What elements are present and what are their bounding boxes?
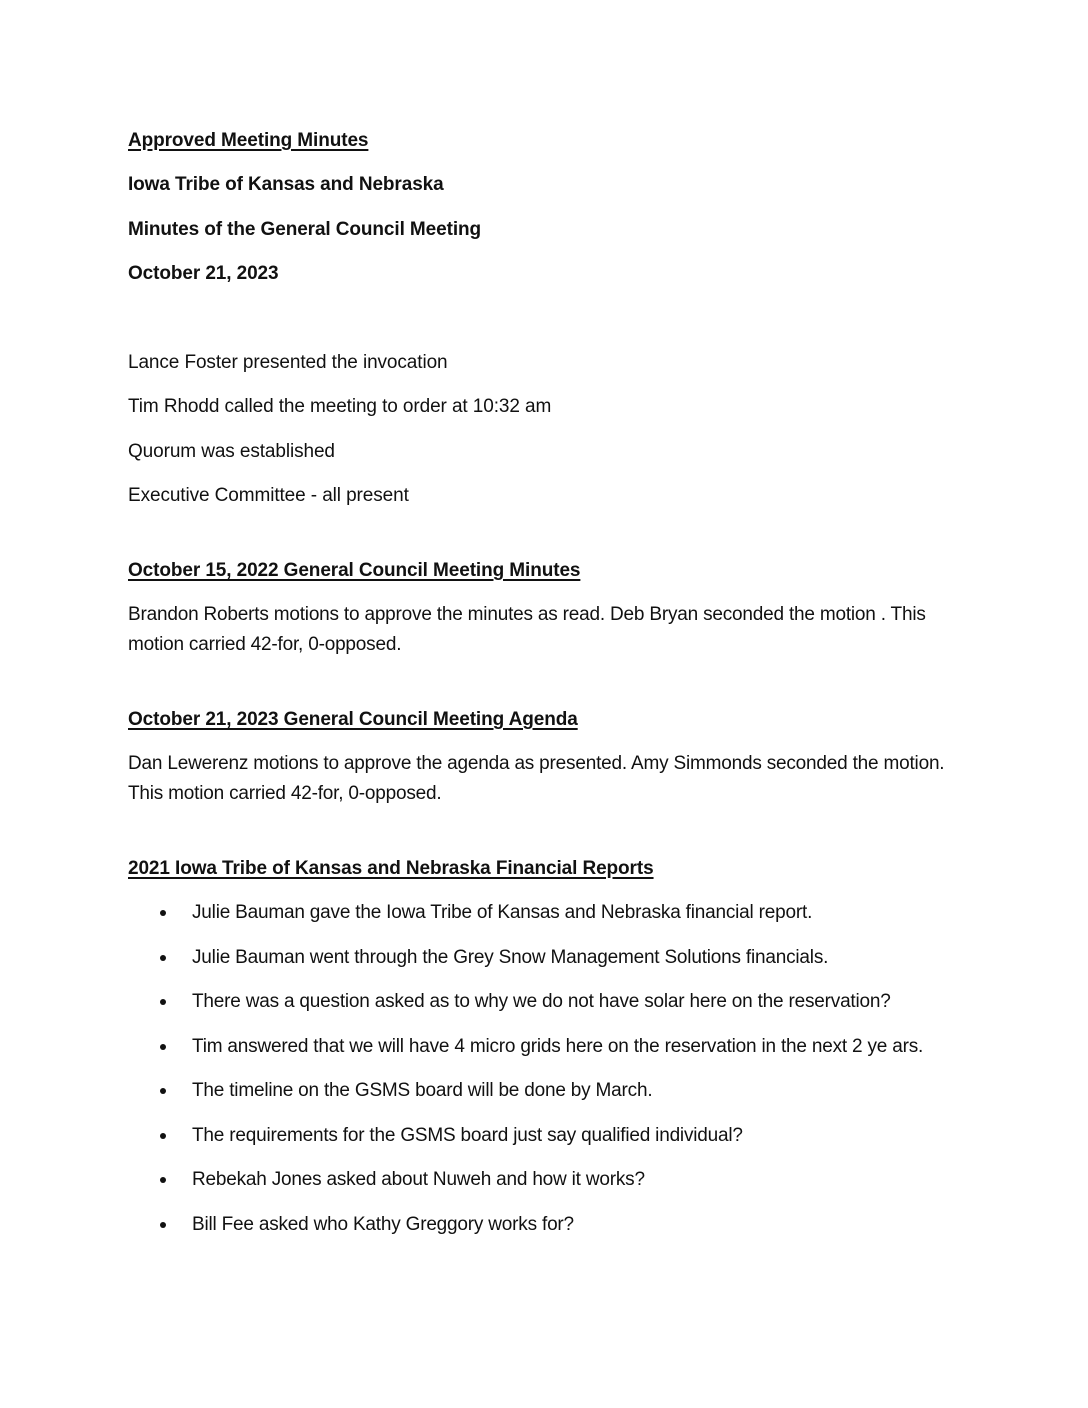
list-item [128, 943, 968, 973]
list-item-text: Tim answered that we will have 4 micro grids here on the reservation in the next 2 ye ars. [192, 1035, 924, 1057]
opening-line-call-to-order: Tim Rhodd called the meeting to order at 10:32 am [128, 396, 552, 417]
section-heading-prior-minutes: October 15, 2022 General Council Meeting Minutes [128, 560, 581, 581]
list-item [128, 1121, 968, 1151]
list-item-text: The timeline on the GSMS board will be done by March. [192, 1080, 653, 1101]
section-heading-agenda: October 21, 2023 General Council Meeting Agenda [128, 709, 578, 730]
list-item [128, 1165, 968, 1195]
meeting-title: Minutes of the General Council Meeting [128, 219, 482, 240]
list-item [128, 987, 968, 1017]
bullet-icon [160, 1088, 166, 1094]
bullet-icon [160, 999, 166, 1005]
list-item-text: Rebekah Jones asked about Nuweh and how it works? [192, 1169, 645, 1190]
approved-minutes-label: Approved Meeting Minutes [128, 130, 369, 151]
bullet-icon [160, 1044, 166, 1050]
list-item [128, 1076, 968, 1106]
list-item-text: There was a question asked as to why we do not have solar here on the reservation? [192, 991, 891, 1012]
list-item-text: Julie Bauman gave the Iowa Tribe of Kansas and Nebraska financial report. [192, 902, 813, 923]
section-heading-financial-reports: 2021 Iowa Tribe of Kansas and Nebraska Financial Reports [128, 858, 654, 879]
opening-line-executive-committee: Executive Committee - all present [128, 485, 409, 506]
list-item-text: Julie Bauman went through the Grey Snow Management Solutions financials. [192, 946, 829, 968]
bullet-icon [160, 1222, 166, 1228]
bullet-icon [160, 1177, 166, 1183]
meeting-date: October 21, 2023 [128, 263, 279, 284]
opening-line-quorum: Quorum was established [128, 441, 335, 462]
list-item [128, 1032, 968, 1062]
financial-reports-list [128, 898, 968, 1254]
bullet-icon [160, 910, 166, 916]
list-item-text: Bill Fee asked who Kathy Greggory works for? [192, 1213, 574, 1235]
organization-name: Iowa Tribe of Kansas and Nebraska [128, 174, 444, 195]
bullet-icon [160, 955, 166, 961]
opening-line-invocation: Lance Foster presented the invocation [128, 352, 448, 373]
section-body-prior-minutes: Brandon Roberts motions to approve the minutes as read. Deb Bryan seconded the motion . This motion carried 42-for, 0-opposed. [128, 604, 926, 655]
section-body-agenda: Dan Lewerenz motions to approve the agenda as presented. Amy Simmonds seconded the motion. This motion carried 42-for, 0-opposed. [128, 753, 945, 804]
bullet-icon [160, 1133, 166, 1139]
list-item [128, 1210, 968, 1240]
list-item-text: The requirements for the GSMS board just say qualified individual? [192, 1124, 743, 1146]
list-item [128, 898, 968, 928]
